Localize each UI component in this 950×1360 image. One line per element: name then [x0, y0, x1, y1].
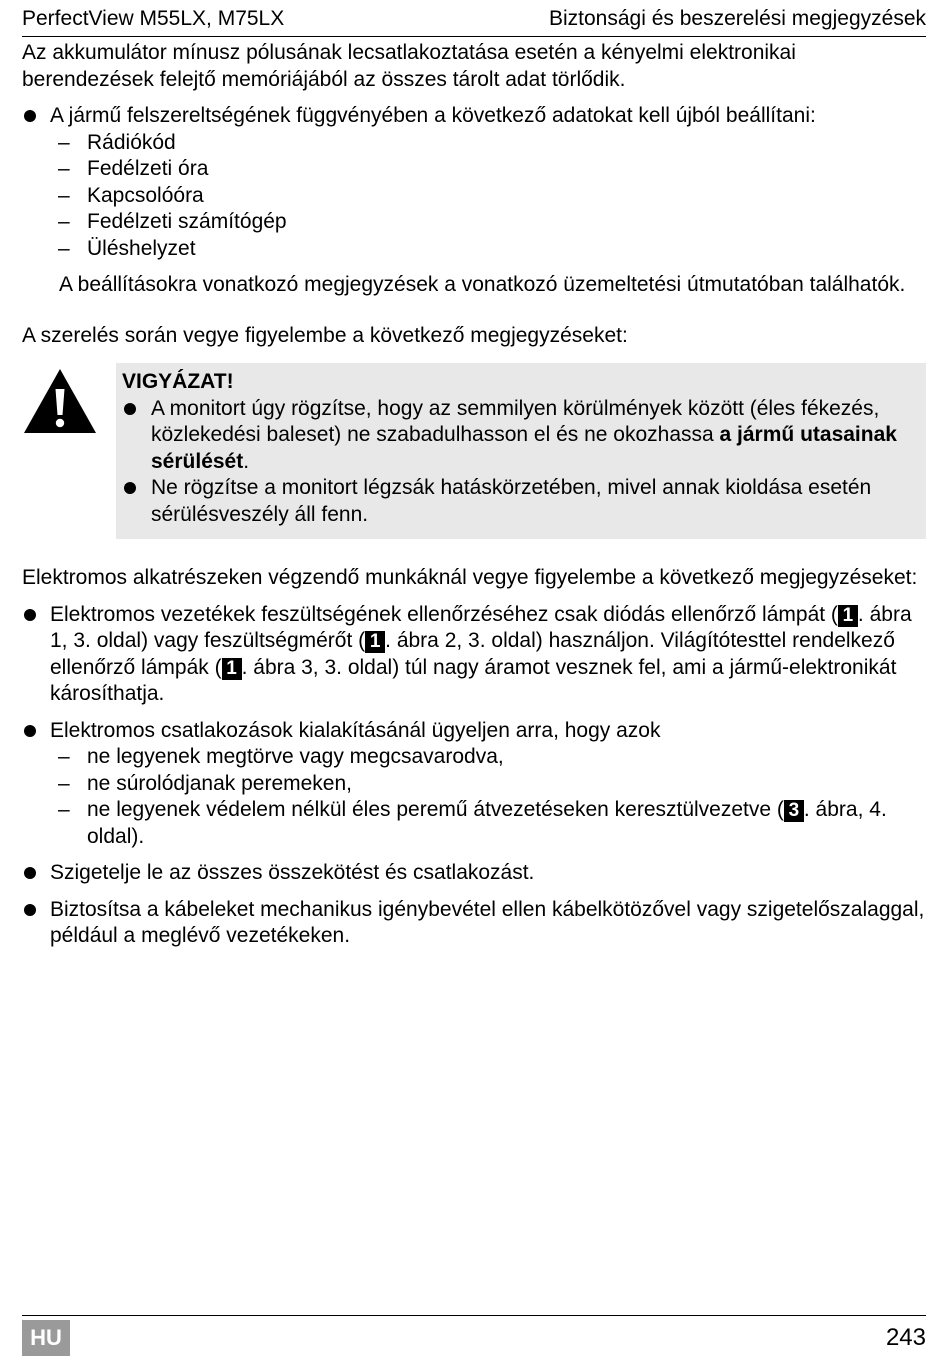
electrical-bullet [22, 718, 926, 745]
warning-title: VIGYÁZAT! [122, 370, 234, 393]
figure-number-badge: 1 [838, 605, 858, 627]
reset-bullet [22, 103, 926, 130]
list-item [22, 209, 926, 236]
warning-section [22, 363, 926, 539]
bullet-text: . ábra 3, 3. oldal) túl nagy áramot vesznek fel, ami a jármű-elektronikát károsíthatja. [50, 655, 897, 705]
warning-triangle-icon [22, 367, 98, 435]
bullet-dot-icon [124, 403, 136, 415]
list-item [22, 130, 926, 157]
list-item [22, 183, 926, 210]
dash-icon: – [58, 798, 70, 821]
list-item-text: ne legyenek védelem nélkül éles peremű átvezetéseken keresztülvezetve ( [87, 798, 784, 821]
reset-note: A beállításokra vonatkozó megjegyzések a vonatkozó üzemeltetési útmutatóban találhatók. [59, 273, 906, 296]
bullet-dot-icon [24, 904, 36, 916]
list-item [22, 156, 926, 183]
list-item [22, 771, 926, 798]
bullet-text: Elektromos vezetékek feszültségének ellenőrzéséhez csak diódás ellenőrző lámpát ( [50, 602, 838, 626]
dash-icon: – [58, 745, 70, 768]
bullet-text: . ábra 1, 3. oldal) vagy feszültségmérőt ( [50, 602, 912, 652]
bullet-dot-icon [124, 482, 136, 494]
bullet-text: Szigetelje le az összes összekötést és csatlakozást. [50, 861, 535, 884]
list-item-text: Kapcsolóóra [87, 183, 204, 207]
header-section-title: Biztonsági és beszerelési megjegyzések [548, 7, 926, 30]
bullet-dot-icon [24, 867, 36, 879]
electrical-bullet [22, 860, 926, 887]
intro-paragraph: Az akkumulátor mínusz pólusának lecsatlakoztatása esetén a kényelmi elektronikai berendezések felejtő memóriájából az összes tárolt adat törlődik. [22, 41, 796, 91]
dash-icon: – [58, 236, 70, 260]
figure-number-badge: 3 [784, 800, 804, 822]
list-item-text: Üléshelyzet [87, 236, 196, 260]
header-product-title: PerfectView M55LX, M75LX [22, 7, 285, 30]
dash-icon: – [58, 130, 70, 154]
page-footer [22, 1315, 926, 1360]
dash-icon: – [58, 157, 70, 180]
dash-icon: – [58, 771, 70, 795]
bullet-dot-icon [24, 725, 36, 737]
dash-icon: – [58, 210, 70, 233]
electrical-bullet [22, 897, 926, 950]
language-badge: HU [22, 1320, 70, 1356]
warning-box [116, 363, 926, 539]
list-item-text: Fedélzeti óra [87, 157, 209, 180]
page-content [22, 40, 926, 950]
warning-bullet [122, 396, 918, 476]
list-item [22, 744, 926, 771]
warning-bullet-text: Ne rögzítse a monitort légzsák hatáskörzetében, mivel annak kioldása esetén sérülésveszély áll fenn. [151, 476, 872, 526]
figure-number-badge: 1 [365, 631, 385, 653]
bullet-dot-icon [24, 609, 36, 621]
list-item-text: ne legyenek megtörve vagy megcsavarodva, [87, 745, 504, 768]
electrical-bullet [22, 602, 926, 708]
page-header [22, 6, 926, 37]
list-item [22, 797, 926, 850]
warning-bullet-end: . [243, 449, 250, 473]
page-number: 243 [885, 1324, 926, 1351]
mount-intro: A szerelés során vegye figyelembe a következő megjegyzéseket: [22, 323, 628, 347]
list-item-text: Fedélzeti számítógép [87, 210, 287, 233]
bullet-text: Biztosítsa a kábeleket mechanikus igénybevétel ellen kábelkötözővel vagy szigetelőszalaggal, például a meglévő vezetékeken. [50, 897, 925, 947]
bullet-text: Elektromos csatlakozások kialakításánál ügyeljen arra, hogy azok [50, 718, 661, 742]
warning-bullet-text: A monitort úgy rögzítse, hogy az semmilyen körülmények között (éles fékezés, közlekedési baleset) ne szabadulhasson el és ne okozhassa [151, 396, 880, 446]
warning-bullet [122, 475, 918, 528]
warning-bold-text: a jármű utasainak sérülését [151, 423, 897, 473]
figure-number-badge: 1 [222, 658, 242, 680]
bullet-text: . ábra 2, 3. oldal) használjon. Világítótesttel rendelkező ellenőrző lámpák ( [50, 629, 895, 679]
list-item-text: Rádiókód [87, 130, 176, 154]
electrical-intro: Elektromos alkatrészeken végzendő munkáknál vegye figyelembe a következő megjegyzéseket: [22, 566, 918, 589]
list-item [22, 236, 926, 263]
reset-bullet-text: A jármű felszereltségének függvényében a következő adatokat kell újból beállítani: [50, 104, 816, 127]
bullet-dot-icon [24, 110, 36, 122]
list-item-text: ne súrolódjanak peremeken, [87, 771, 353, 795]
list-item-text: . ábra, 4. oldal). [87, 798, 887, 848]
dash-icon: – [58, 183, 70, 207]
